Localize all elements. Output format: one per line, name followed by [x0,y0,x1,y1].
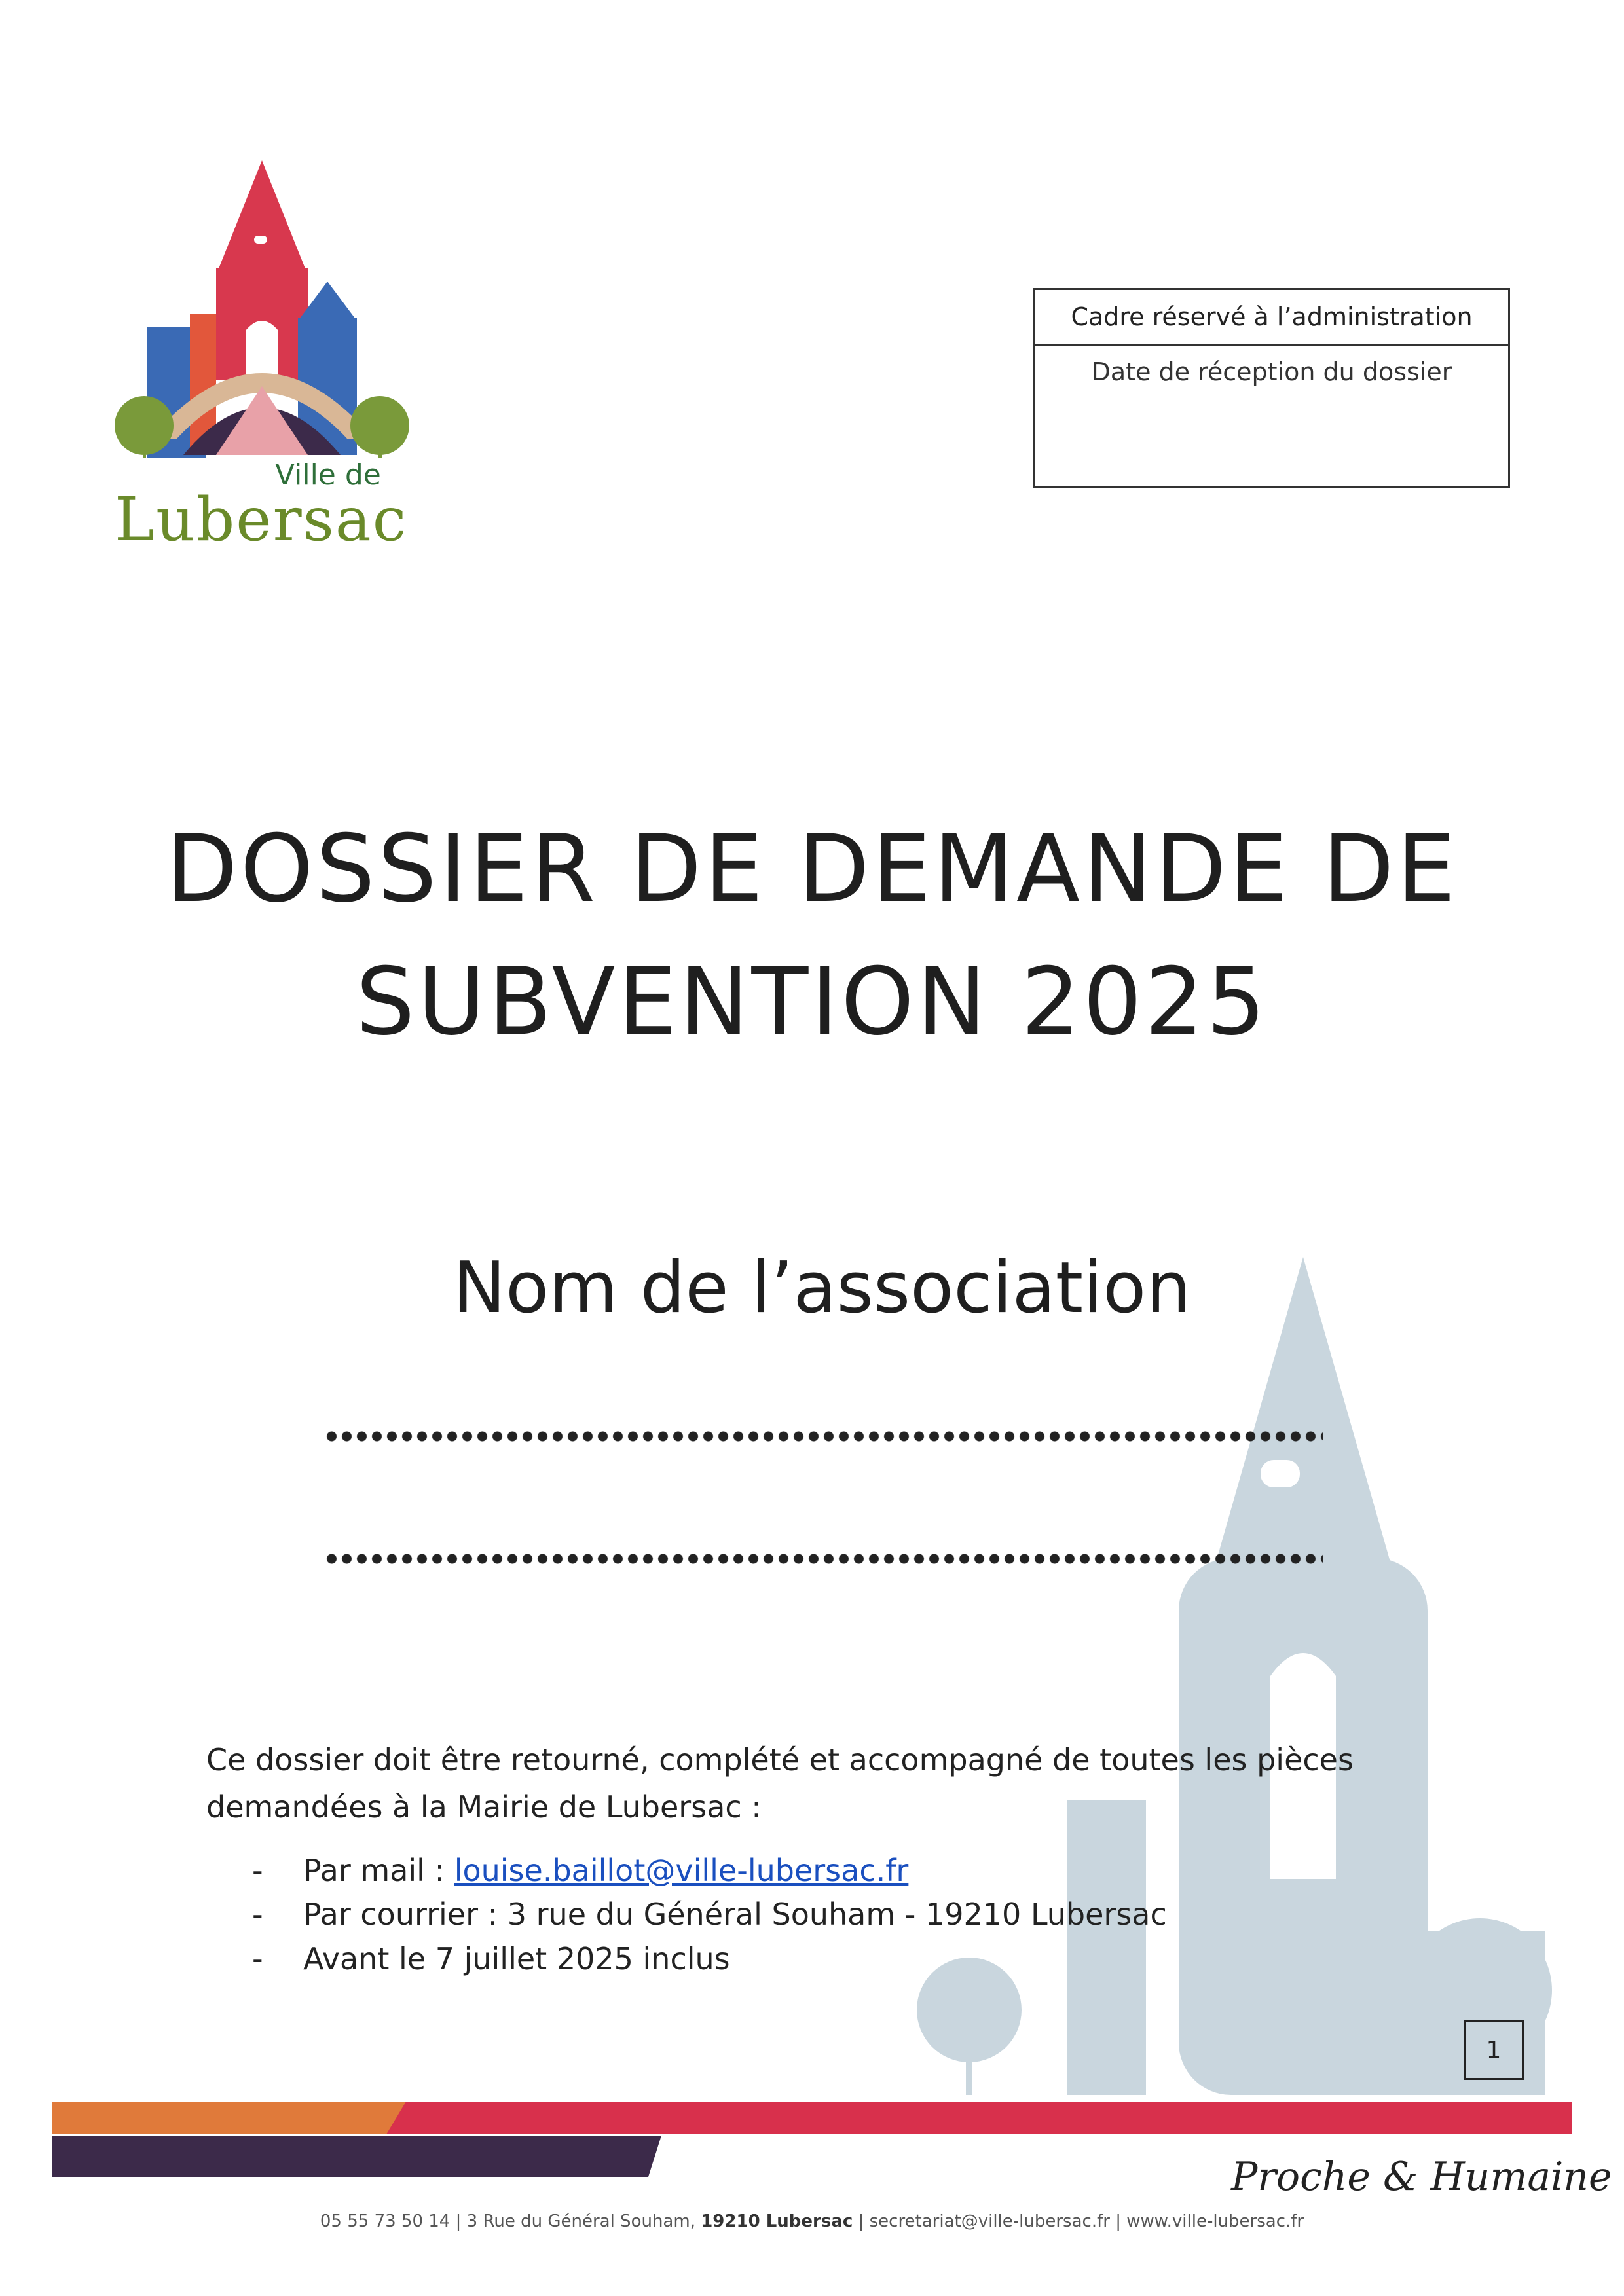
admin-box-header: Cadre réservé à l’administration [1035,290,1508,346]
list-item-postal: Par courrier : 3 rue du Général Souham - 19210 Lubersac [303,1897,1167,1932]
email-link[interactable]: louise.baillot@ville-lubersac.fr [454,1853,909,1888]
association-name-fill-line-1[interactable] [324,1430,1323,1442]
footer-contact [0,2212,1624,2231]
email-prefix: Par mail : [303,1853,454,1888]
logo-ville-text: Ville de [275,458,381,492]
reception-date-label: Date de réception du dossier [1091,357,1452,386]
church-watermark-icon [904,1257,1572,2121]
association-name-label: Nom de l’association [452,1247,1191,1329]
footer-contact-part1: 05 55 73 50 14 | 3 Rue du Général Souham, [320,2212,701,2231]
bullet-dash: - [252,1897,263,1932]
admin-reserved-box [1033,288,1510,488]
tagline-text: Proche & Humaine [1231,2154,1612,2200]
instructions-intro-line2: demandées à la Mairie de Lubersac : [206,1789,762,1825]
bullet-dash: - [252,1941,263,1977]
list-item-deadline: Avant le 7 juillet 2025 inclus [303,1941,730,1977]
page-number-box: 1 [1464,2020,1524,2080]
association-name-fill-line-2[interactable] [324,1553,1323,1565]
page-title-line1: DOSSIER DE DEMANDE DE [166,815,1458,923]
list-item-email [303,1853,908,1888]
instructions-intro-line1: Ce dossier doit être retourné, complété et accompagné de toutes les pièces [206,1742,1354,1777]
footer-contact-city: 19210 Lubersac [701,2212,853,2231]
bullet-dash: - [252,1853,263,1888]
logo-name-text: Lubersac [115,484,408,555]
page-title-line2: SUBVENTION 2025 [356,948,1268,1056]
footer-contact-part2: | secretariat@ville-lubersac.fr | www.ville-lubersac.fr [853,2212,1304,2231]
